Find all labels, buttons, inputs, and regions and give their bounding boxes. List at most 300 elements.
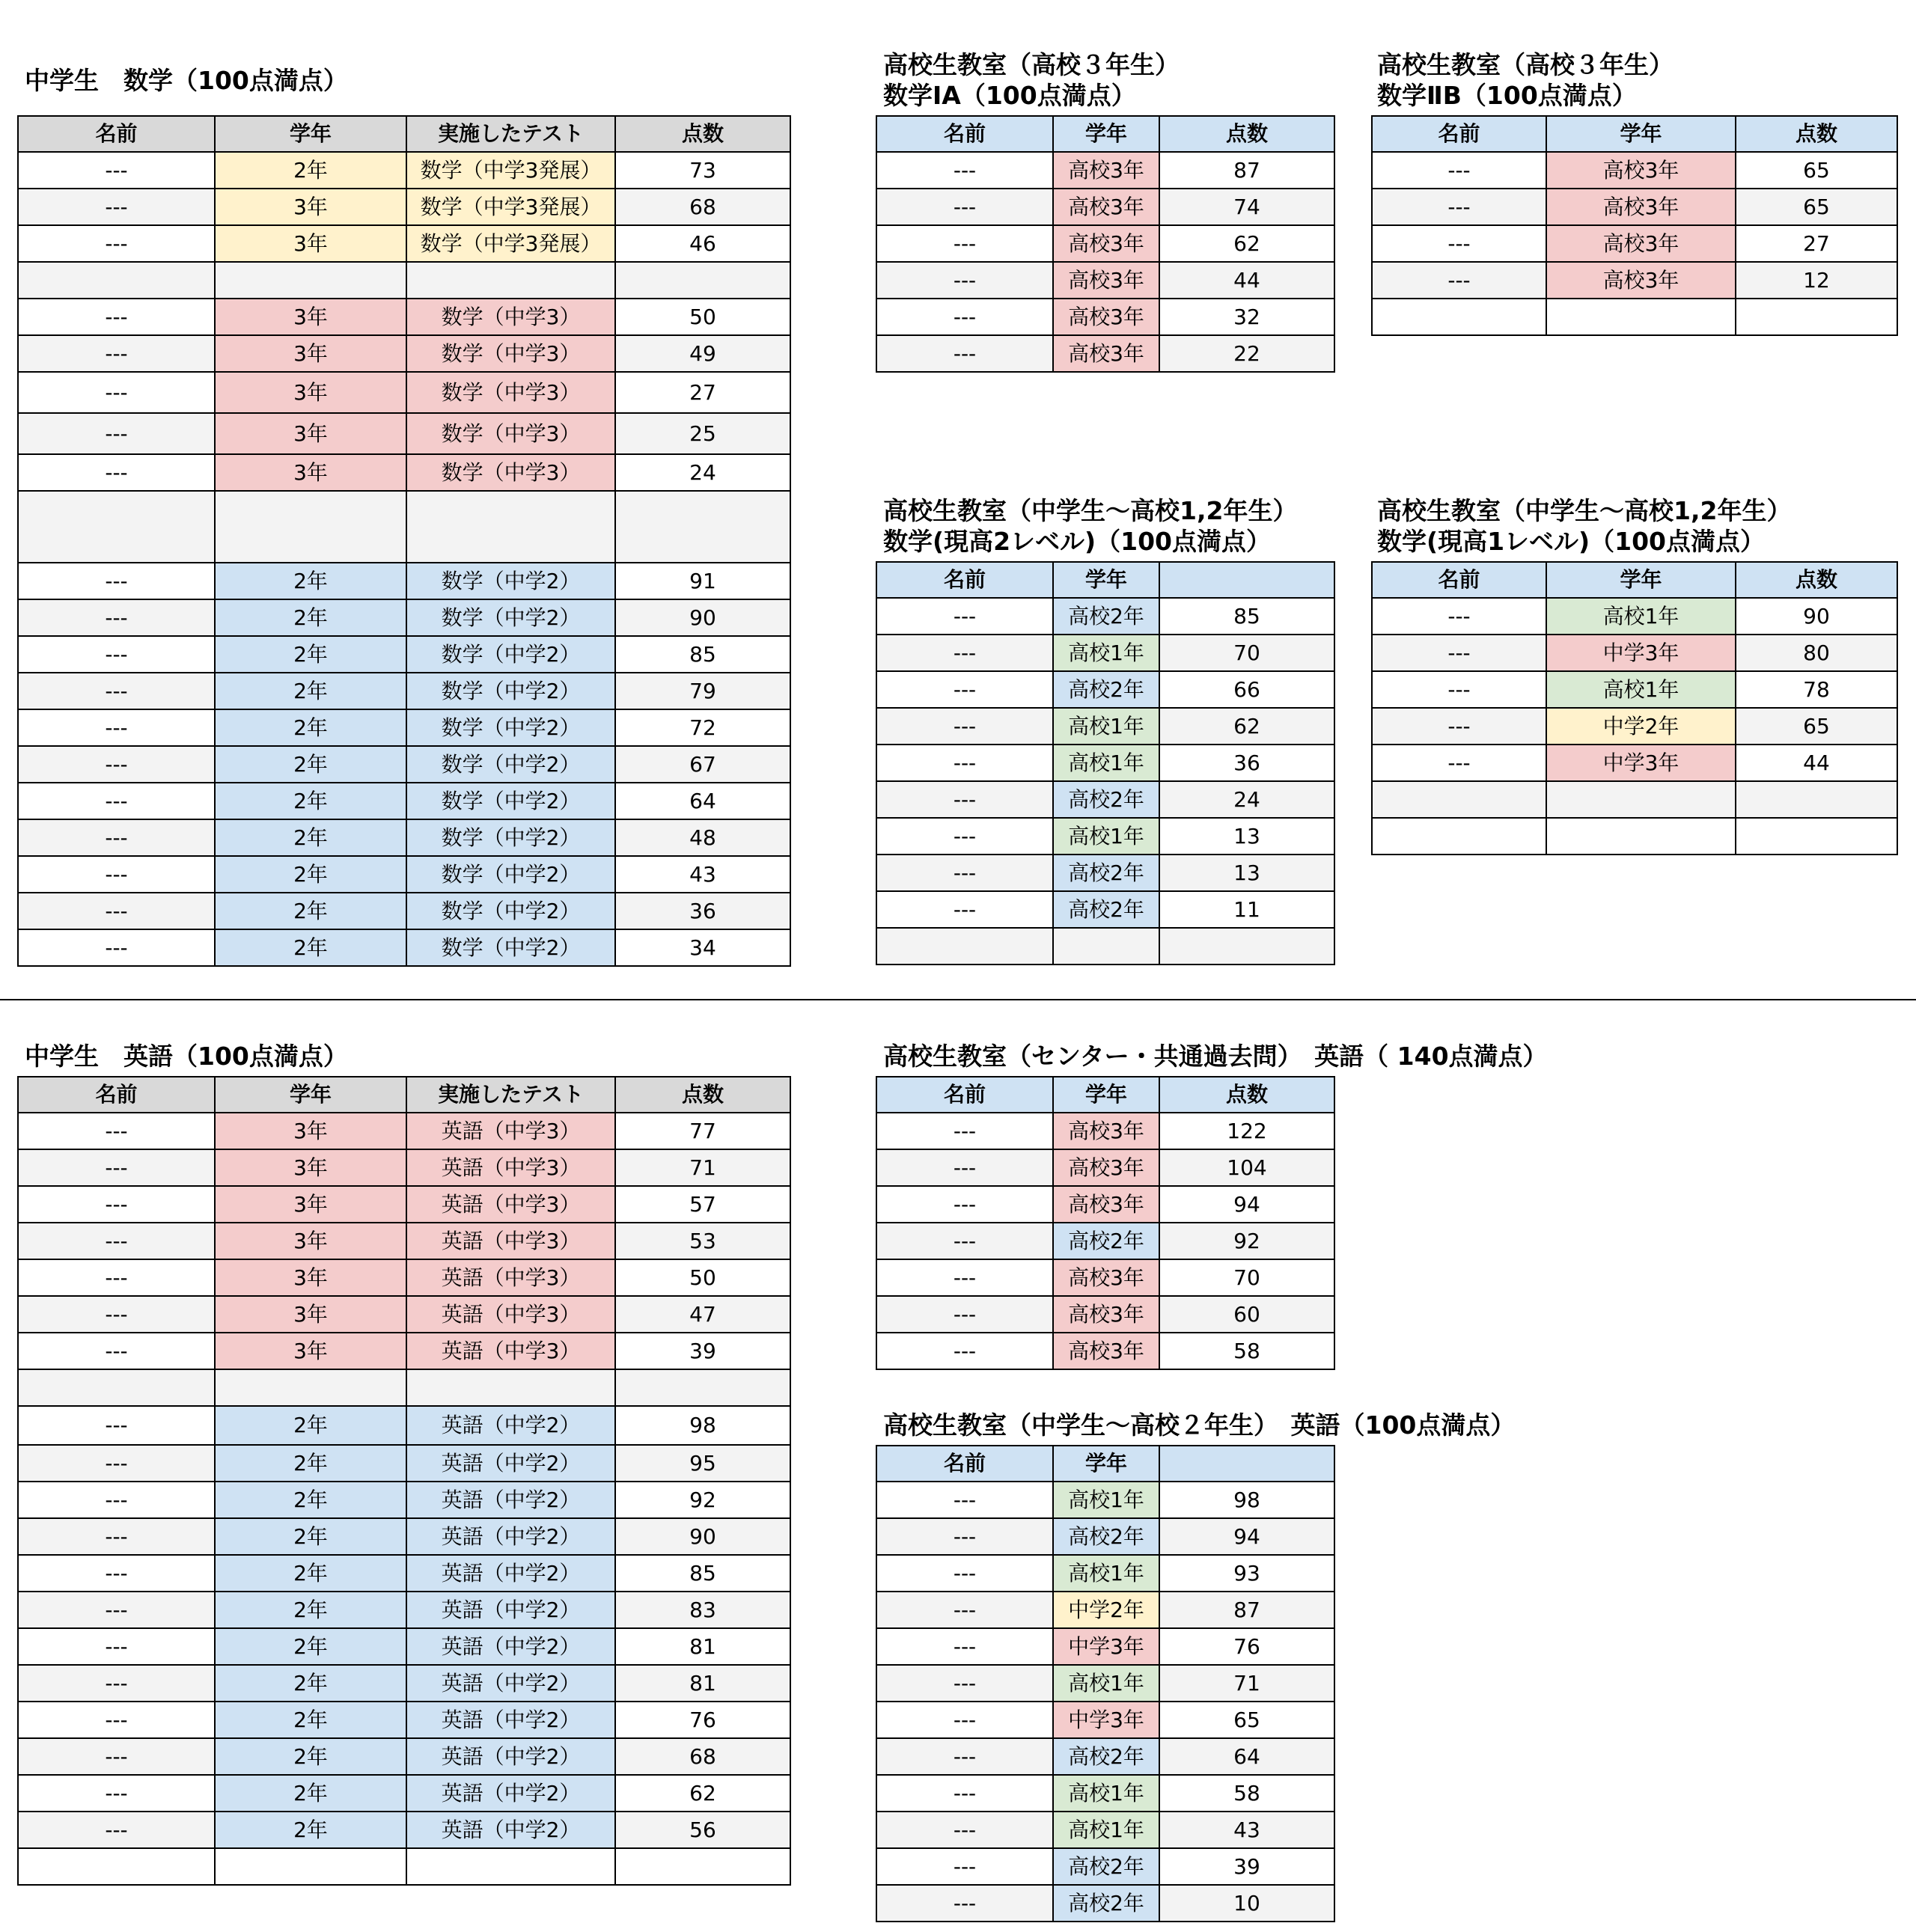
table-ms-math (17, 115, 791, 967)
table-row (18, 225, 790, 262)
table-row (18, 929, 790, 966)
grade-cell: 3年 (215, 1333, 406, 1369)
test-cell: 数学（中学2） (406, 599, 615, 636)
table-row (18, 1369, 790, 1406)
score-cell: 62 (1159, 708, 1334, 745)
score-cell: 27 (1736, 225, 1897, 262)
grade-cell: 高校2年 (1053, 1223, 1159, 1259)
grade-cell: 高校3年 (1546, 262, 1736, 299)
score-cell: 46 (615, 225, 790, 262)
test-cell: 英語（中学3） (406, 1223, 615, 1259)
score-cell: 12 (1736, 262, 1897, 299)
table-row (876, 1518, 1334, 1555)
name-cell: --- (18, 1665, 215, 1702)
grade-cell: 3年 (215, 413, 406, 454)
score-cell: 66 (1159, 671, 1334, 708)
title-ms-math: 中学生 数学（100点満点） (25, 66, 348, 95)
score-cell: 65 (1159, 1702, 1334, 1738)
test-cell: 数学（中学3発展） (406, 189, 615, 225)
table-hs-math-l2 (876, 561, 1335, 965)
name-cell: --- (18, 1812, 215, 1848)
grade-cell: 高校1年 (1053, 1812, 1159, 1848)
column-header: 名前 (18, 116, 215, 152)
grade-cell: 2年 (215, 709, 406, 746)
table-row (876, 1296, 1334, 1333)
test-cell: 数学（中学2） (406, 673, 615, 709)
grade-cell: 2年 (215, 1702, 406, 1738)
name-cell: --- (18, 1482, 215, 1518)
grade-cell: 2年 (215, 1482, 406, 1518)
table-row (18, 454, 790, 491)
grade-cell (1546, 299, 1736, 335)
name-cell: --- (18, 1259, 215, 1296)
name-cell: --- (876, 635, 1053, 671)
name-cell: --- (18, 1445, 215, 1482)
test-cell: 英語（中学2） (406, 1592, 615, 1628)
score-cell: 85 (615, 1555, 790, 1592)
name-cell: --- (18, 1702, 215, 1738)
score-cell: 87 (1159, 1592, 1334, 1628)
name-cell: --- (876, 152, 1053, 189)
test-cell: 英語（中学2） (406, 1445, 615, 1482)
table-row (876, 1628, 1334, 1665)
score-cell: 76 (1159, 1628, 1334, 1665)
name-cell: --- (876, 225, 1053, 262)
name-cell: --- (18, 189, 215, 225)
table-row (876, 152, 1334, 189)
grade-cell: 2年 (215, 636, 406, 673)
name-cell: --- (18, 819, 215, 856)
name-cell: --- (18, 1149, 215, 1186)
score-cell: 64 (1159, 1738, 1334, 1775)
table-row (876, 635, 1334, 671)
score-cell: 43 (1159, 1812, 1334, 1848)
score-cell (1736, 818, 1897, 855)
table-row (18, 1518, 790, 1555)
table-row (18, 1812, 790, 1848)
column-header: 点数 (1736, 562, 1897, 598)
name-cell: --- (876, 1812, 1053, 1848)
name-cell: --- (876, 818, 1053, 855)
table-row (18, 1775, 790, 1812)
test-cell: 数学（中学2） (406, 856, 615, 893)
table-row (18, 1445, 790, 1482)
table-hs-math-2b (1371, 115, 1898, 336)
table-row (18, 1186, 790, 1223)
score-cell: 50 (615, 1259, 790, 1296)
name-cell (18, 491, 215, 563)
name-cell: --- (876, 189, 1053, 225)
table-row (1372, 152, 1897, 189)
table-row (18, 1702, 790, 1738)
score-cell: 94 (1159, 1518, 1334, 1555)
score-cell: 57 (615, 1186, 790, 1223)
test-cell: 数学（中学2） (406, 563, 615, 599)
table-row (876, 335, 1334, 372)
test-cell: 英語（中学2） (406, 1518, 615, 1555)
name-cell: --- (1372, 189, 1546, 225)
name-cell (1372, 299, 1546, 335)
table-row (18, 1848, 790, 1885)
grade-cell: 高校3年 (1546, 152, 1736, 189)
table-row (18, 262, 790, 299)
score-cell: 68 (615, 189, 790, 225)
table-row (1372, 225, 1897, 262)
grade-cell: 2年 (215, 819, 406, 856)
score-cell: 64 (615, 783, 790, 819)
name-cell: --- (1372, 225, 1546, 262)
table-row (876, 1885, 1334, 1922)
score-cell (1159, 928, 1334, 965)
grade-cell: 高校3年 (1053, 189, 1159, 225)
score-cell: 122 (1159, 1113, 1334, 1149)
grade-cell: 2年 (215, 1445, 406, 1482)
score-cell: 90 (615, 599, 790, 636)
test-cell: 数学（中学2） (406, 929, 615, 966)
score-cell: 43 (615, 856, 790, 893)
table-row (876, 1555, 1334, 1592)
grade-cell: 3年 (215, 1149, 406, 1186)
column-header: 点数 (1159, 116, 1334, 152)
name-cell: --- (18, 1186, 215, 1223)
name-cell: --- (18, 413, 215, 454)
table-row (18, 1223, 790, 1259)
table-row (18, 413, 790, 454)
grade-cell: 高校1年 (1053, 1482, 1159, 1518)
grade-cell: 中学3年 (1053, 1628, 1159, 1665)
table-row (1372, 745, 1897, 781)
table-row (876, 1848, 1334, 1885)
table-row (18, 1406, 790, 1445)
score-cell (615, 262, 790, 299)
column-header (1159, 562, 1334, 598)
score-cell: 13 (1159, 818, 1334, 855)
name-cell: --- (876, 1518, 1053, 1555)
grade-cell: 2年 (215, 856, 406, 893)
table-row (876, 189, 1334, 225)
score-cell: 98 (1159, 1482, 1334, 1518)
grade-cell: 2年 (215, 563, 406, 599)
column-header: 学年 (1053, 116, 1159, 152)
score-cell: 27 (615, 372, 790, 413)
score-cell: 71 (615, 1149, 790, 1186)
table-row (1372, 189, 1897, 225)
table-row (18, 1149, 790, 1186)
score-cell: 39 (1159, 1848, 1334, 1885)
name-cell: --- (18, 856, 215, 893)
score-cell: 73 (615, 152, 790, 189)
table-row (18, 299, 790, 335)
grade-cell (215, 262, 406, 299)
header-row (1372, 562, 1897, 598)
grade-cell: 高校3年 (1053, 1113, 1159, 1149)
name-cell: --- (1372, 262, 1546, 299)
score-cell: 56 (615, 1812, 790, 1848)
test-cell: 英語（中学3） (406, 1259, 615, 1296)
score-cell: 104 (1159, 1149, 1334, 1186)
header-row (876, 1446, 1334, 1482)
score-cell: 78 (1736, 671, 1897, 708)
score-cell (1736, 781, 1897, 818)
grade-cell: 3年 (215, 1186, 406, 1223)
name-cell: --- (18, 783, 215, 819)
grade-cell: 3年 (215, 454, 406, 491)
test-cell: 数学（中学2） (406, 783, 615, 819)
name-cell: --- (876, 1665, 1053, 1702)
score-cell (615, 491, 790, 563)
title-hs-eng: 高校生教室（中学生～高校２年生） 英語（100点満点） (883, 1410, 1516, 1440)
table-row (876, 1592, 1334, 1628)
name-cell: --- (18, 1113, 215, 1149)
grade-cell: 2年 (215, 1555, 406, 1592)
table-row (876, 891, 1334, 928)
column-header: 点数 (1159, 1077, 1334, 1113)
test-cell: 数学（中学3） (406, 413, 615, 454)
grade-cell: 高校2年 (1053, 1738, 1159, 1775)
score-cell: 68 (615, 1738, 790, 1775)
column-header: 名前 (876, 1446, 1053, 1482)
table-row (876, 598, 1334, 635)
test-cell: 数学（中学3） (406, 335, 615, 372)
column-header: 名前 (1372, 562, 1546, 598)
name-cell: --- (18, 1406, 215, 1445)
table-row (876, 1259, 1334, 1296)
score-cell: 65 (1736, 189, 1897, 225)
score-cell: 94 (1159, 1186, 1334, 1223)
column-header: 名前 (876, 562, 1053, 598)
table-row (1372, 671, 1897, 708)
name-cell: --- (876, 1628, 1053, 1665)
grade-cell: 高校3年 (1053, 1186, 1159, 1223)
test-cell: 英語（中学2） (406, 1555, 615, 1592)
score-cell: 65 (1736, 708, 1897, 745)
score-cell: 67 (615, 746, 790, 783)
grade-cell: 高校1年 (1053, 818, 1159, 855)
header-row (876, 1077, 1334, 1113)
name-cell: --- (18, 746, 215, 783)
score-cell: 65 (1736, 152, 1897, 189)
name-cell (18, 262, 215, 299)
score-cell: 92 (615, 1482, 790, 1518)
test-cell: 数学（中学3） (406, 454, 615, 491)
grade-cell: 高校3年 (1053, 1149, 1159, 1186)
test-cell: 数学（中学2） (406, 893, 615, 929)
grade-cell: 高校1年 (1053, 1665, 1159, 1702)
grade-cell: 中学3年 (1053, 1702, 1159, 1738)
name-cell: --- (876, 1149, 1053, 1186)
name-cell (1372, 781, 1546, 818)
name-cell: --- (18, 1333, 215, 1369)
grade-cell: 高校3年 (1053, 1259, 1159, 1296)
test-cell (406, 1369, 615, 1406)
test-cell: 英語（中学3） (406, 1149, 615, 1186)
score-cell: 93 (1159, 1555, 1334, 1592)
name-cell: --- (18, 1775, 215, 1812)
score-cell: 53 (615, 1223, 790, 1259)
grade-cell: 高校2年 (1053, 855, 1159, 891)
score-cell: 62 (615, 1775, 790, 1812)
name-cell: --- (1372, 671, 1546, 708)
table-row (876, 1223, 1334, 1259)
grade-cell: 3年 (215, 1223, 406, 1259)
table-row (876, 1738, 1334, 1775)
header-row (18, 116, 790, 152)
score-cell: 80 (1736, 635, 1897, 671)
header-row (876, 116, 1334, 152)
name-cell: --- (18, 673, 215, 709)
grade-cell: 3年 (215, 1296, 406, 1333)
table-row (876, 1333, 1334, 1369)
table-row (18, 783, 790, 819)
score-cell: 90 (615, 1518, 790, 1555)
grade-cell: 高校3年 (1053, 225, 1159, 262)
grade-cell: 高校1年 (1053, 708, 1159, 745)
score-cell: 76 (615, 1702, 790, 1738)
grade-cell: 高校2年 (1053, 891, 1159, 928)
score-cell (615, 1369, 790, 1406)
name-cell: --- (876, 1848, 1053, 1885)
table-hs-math-l1 (1371, 561, 1898, 855)
test-cell: 英語（中学2） (406, 1482, 615, 1518)
score-cell: 44 (1736, 745, 1897, 781)
grade-cell: 中学2年 (1546, 708, 1736, 745)
grade-cell: 高校1年 (1053, 635, 1159, 671)
grade-cell: 2年 (215, 746, 406, 783)
table-row (18, 819, 790, 856)
test-cell: 数学（中学2） (406, 636, 615, 673)
name-cell: --- (876, 1186, 1053, 1223)
table-row (18, 335, 790, 372)
table-row (18, 1592, 790, 1628)
grade-cell: 3年 (215, 225, 406, 262)
score-cell: 48 (615, 819, 790, 856)
table-row (876, 225, 1334, 262)
score-cell: 58 (1159, 1775, 1334, 1812)
table-row (876, 708, 1334, 745)
grade-cell: 2年 (215, 1738, 406, 1775)
grade-cell: 高校2年 (1053, 1518, 1159, 1555)
table-row (18, 1113, 790, 1149)
column-header: 学年 (1053, 1077, 1159, 1113)
name-cell: --- (876, 745, 1053, 781)
column-header: 学年 (215, 1077, 406, 1113)
grade-cell: 高校3年 (1053, 1333, 1159, 1369)
name-cell: --- (876, 598, 1053, 635)
name-cell: --- (876, 1482, 1053, 1518)
name-cell: --- (876, 781, 1053, 818)
score-cell: 72 (615, 709, 790, 746)
score-cell: 60 (1159, 1296, 1334, 1333)
name-cell: --- (18, 1628, 215, 1665)
score-cell: 79 (615, 673, 790, 709)
title-hs-math-2b: 高校生教室（高校３年生） 数学ⅡB（100点満点） (1377, 50, 1674, 110)
column-header: 名前 (876, 116, 1053, 152)
column-header: 名前 (18, 1077, 215, 1113)
table-row (18, 1665, 790, 1702)
score-cell: 98 (615, 1406, 790, 1445)
grade-cell: 2年 (215, 1775, 406, 1812)
table-hs-eng-center (876, 1076, 1335, 1370)
table-row (876, 1702, 1334, 1738)
name-cell: --- (18, 1555, 215, 1592)
name-cell: --- (876, 299, 1053, 335)
grade-cell: 高校3年 (1053, 262, 1159, 299)
grade-cell: 2年 (215, 893, 406, 929)
header-row (876, 562, 1334, 598)
table-ms-eng (17, 1076, 791, 1886)
grade-cell: 3年 (215, 335, 406, 372)
name-cell: --- (876, 671, 1053, 708)
score-cell: 71 (1159, 1665, 1334, 1702)
grade-cell: 高校3年 (1053, 1296, 1159, 1333)
grade-cell: 高校1年 (1053, 1775, 1159, 1812)
table-row (18, 1259, 790, 1296)
table-row (876, 1812, 1334, 1848)
grade-cell: 高校2年 (1053, 781, 1159, 818)
table-row (876, 781, 1334, 818)
title-hs-math-l1: 高校生教室（中学生～高校1,2年生） 数学(現高1レベル)（100点満点） (1377, 496, 1792, 556)
column-header: 学年 (215, 116, 406, 152)
score-cell: 85 (1159, 598, 1334, 635)
name-cell (876, 928, 1053, 965)
grade-cell: 高校3年 (1053, 335, 1159, 372)
table-row (876, 745, 1334, 781)
grade-cell: 高校3年 (1546, 225, 1736, 262)
table-row (1372, 598, 1897, 635)
test-cell: 英語（中学2） (406, 1702, 615, 1738)
name-cell: --- (18, 1592, 215, 1628)
name-cell: --- (876, 1738, 1053, 1775)
table-row (18, 1333, 790, 1369)
test-cell: 数学（中学2） (406, 746, 615, 783)
test-cell: 英語（中学2） (406, 1628, 615, 1665)
score-cell: 58 (1159, 1333, 1334, 1369)
grade-cell: 3年 (215, 1113, 406, 1149)
table-row (18, 563, 790, 599)
name-cell: --- (18, 1296, 215, 1333)
score-cell: 11 (1159, 891, 1334, 928)
column-header: 実施したテスト (406, 1077, 615, 1113)
grade-cell: 中学3年 (1546, 635, 1736, 671)
table-row (876, 671, 1334, 708)
name-cell: --- (18, 1223, 215, 1259)
table-row (876, 928, 1334, 965)
column-header: 点数 (615, 1077, 790, 1113)
grade-cell: 高校1年 (1053, 1555, 1159, 1592)
name-cell: --- (876, 1555, 1053, 1592)
column-header: 学年 (1546, 562, 1736, 598)
name-cell: --- (876, 855, 1053, 891)
grade-cell: 中学2年 (1053, 1592, 1159, 1628)
table-row (18, 1482, 790, 1518)
score-cell: 44 (1159, 262, 1334, 299)
grade-cell: 高校3年 (1053, 299, 1159, 335)
grade-cell: 2年 (215, 152, 406, 189)
test-cell: 英語（中学2） (406, 1406, 615, 1445)
score-cell: 13 (1159, 855, 1334, 891)
score-cell: 83 (615, 1592, 790, 1628)
name-cell: --- (18, 599, 215, 636)
name-cell: --- (18, 335, 215, 372)
test-cell: 英語（中学2） (406, 1812, 615, 1848)
table-row (1372, 635, 1897, 671)
table-row (18, 599, 790, 636)
test-cell: 数学（中学2） (406, 709, 615, 746)
name-cell: --- (876, 1885, 1053, 1922)
table-row (18, 709, 790, 746)
table-row (876, 262, 1334, 299)
title-hs-math-l2: 高校生教室（中学生～高校1,2年生） 数学(現高2レベル)（100点満点） (883, 496, 1298, 556)
